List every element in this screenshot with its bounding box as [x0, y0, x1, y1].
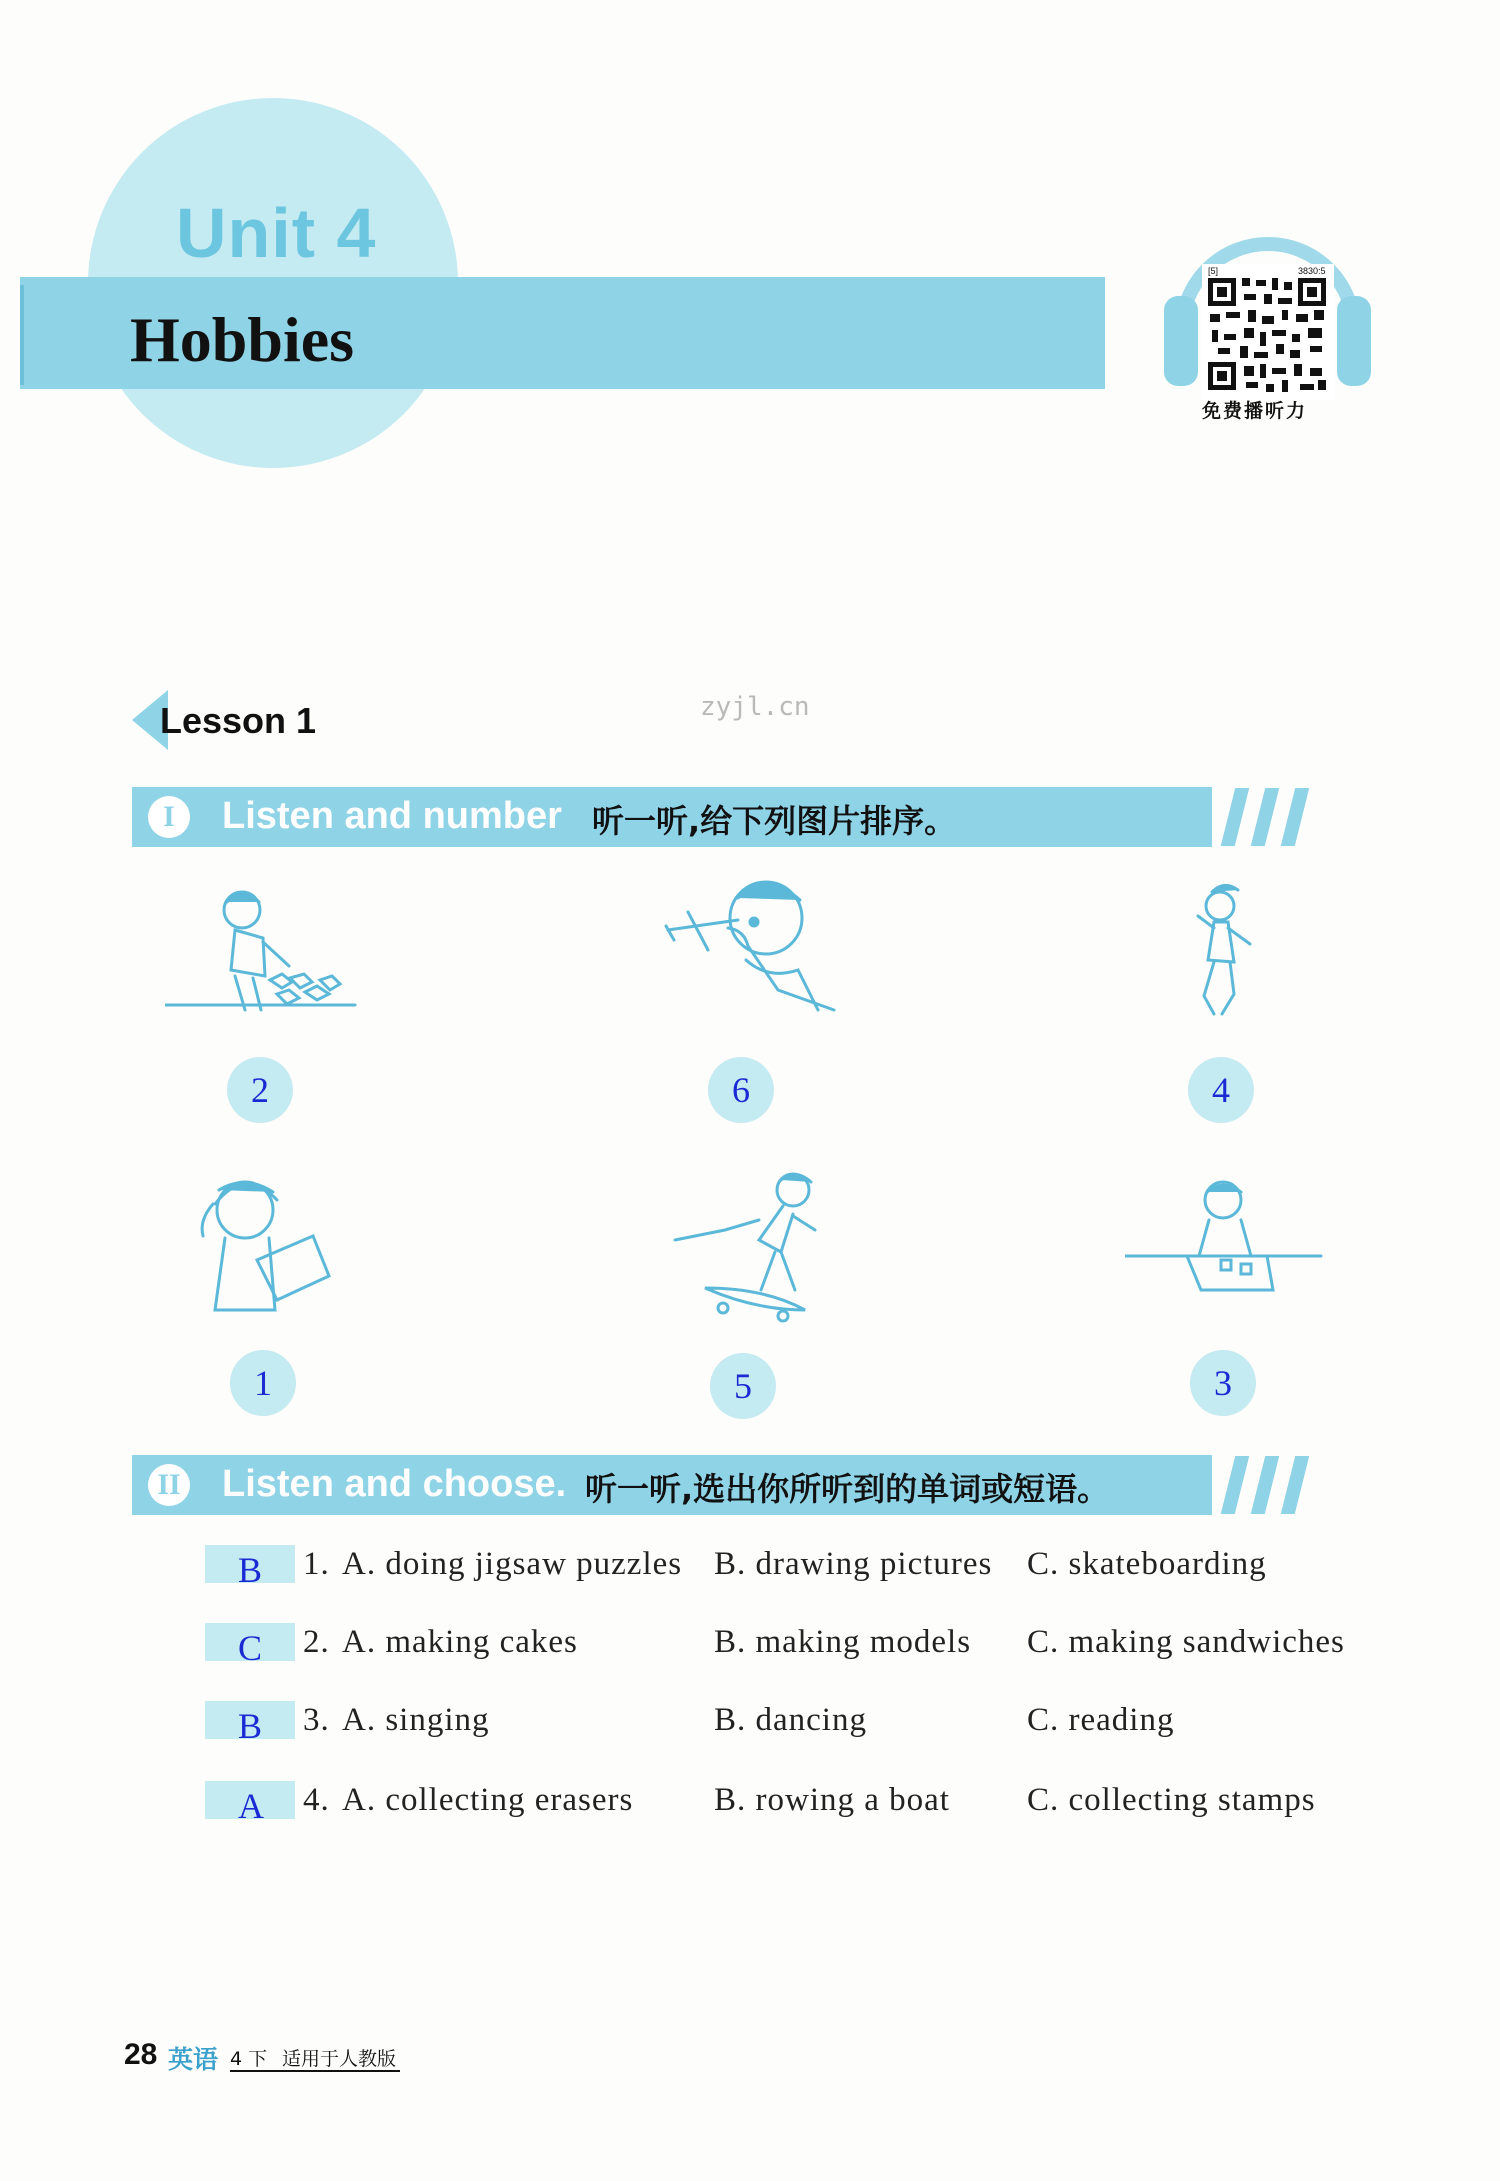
answer-circle: 2: [227, 1057, 293, 1123]
answer-letter: B: [238, 1550, 263, 1590]
page-number: 28: [124, 2038, 158, 2071]
answer-circle: 6: [708, 1057, 774, 1123]
stripe-decoration: [1221, 788, 1249, 846]
girl-reading-icon: [185, 1160, 385, 1330]
option-c: C. collecting stamps: [1027, 1782, 1316, 1818]
stripe-decoration: [1281, 1456, 1309, 1514]
headphones-qr-icon[interactable]: [1160, 210, 1375, 425]
option-b: B. dancing: [714, 1702, 867, 1738]
stripe-decoration: [1221, 1456, 1249, 1514]
option-a: A. collecting erasers: [342, 1782, 634, 1818]
question-number: 1.: [303, 1546, 330, 1582]
section1-title-zh: 听一听,给下列图片排序。: [592, 802, 957, 840]
footer-grade: 4 下: [230, 2048, 268, 2070]
boy-model-plane-icon: [648, 870, 848, 1040]
question-number: 4.: [303, 1782, 330, 1818]
footer-subject: 英语: [168, 2045, 219, 2074]
answer-circle: 4: [1188, 1057, 1254, 1123]
stripe-decoration: [1251, 788, 1279, 846]
option-a: A. singing: [342, 1702, 490, 1738]
stripe-decoration: [1281, 788, 1309, 846]
answer-letter: A: [238, 1786, 264, 1826]
option-c: C. skateboarding: [1027, 1546, 1267, 1582]
girl-singing-icon: [1130, 870, 1330, 1040]
footer-underline: [230, 2070, 400, 2072]
option-c: C. reading: [1027, 1702, 1175, 1738]
answer-circle: 1: [230, 1350, 296, 1416]
footer-edition: 适用于人教版: [282, 2048, 397, 2070]
answer-circle: 3: [1190, 1350, 1256, 1416]
option-b: B. drawing pictures: [714, 1546, 993, 1582]
qr-caption: 免费播听力: [1202, 400, 1308, 422]
option-b: B. rowing a boat: [714, 1782, 950, 1818]
boy-collecting-stamps-icon: [1125, 1160, 1325, 1330]
boy-jigsaw-puzzle-icon: [165, 880, 365, 1050]
unit-label: Unit 4: [176, 194, 377, 272]
watermark: zyjl.cn: [700, 692, 810, 722]
question-number: 3.: [303, 1702, 330, 1738]
qr-code-right: 3830:5: [1298, 266, 1326, 276]
boy-skateboarding-icon: [665, 1160, 865, 1330]
stripe-decoration: [1251, 1456, 1279, 1514]
option-a: A. making cakes: [342, 1624, 578, 1660]
answer-circle: 5: [710, 1353, 776, 1419]
qr-code-left: [5]: [1208, 266, 1219, 276]
section2-numeral: II: [148, 1464, 190, 1506]
option-a: A. doing jigsaw puzzles: [342, 1546, 683, 1582]
section2-title-en: Listen and choose.: [222, 1463, 567, 1505]
option-c: C. making sandwiches: [1027, 1624, 1345, 1660]
lesson-label: Lesson 1: [160, 700, 317, 741]
answer-letter: B: [238, 1706, 263, 1746]
question-number: 2.: [303, 1624, 330, 1660]
section2-title-zh: 听一听,选出你所听到的单词或短语。: [585, 1470, 1110, 1508]
page-title: Hobbies: [130, 304, 355, 375]
title-band-edge: [20, 285, 24, 385]
option-b: B. making models: [714, 1624, 972, 1660]
answer-letter: C: [238, 1628, 263, 1668]
section1-numeral: I: [148, 796, 190, 838]
section1-title-en: Listen and number: [222, 795, 562, 837]
